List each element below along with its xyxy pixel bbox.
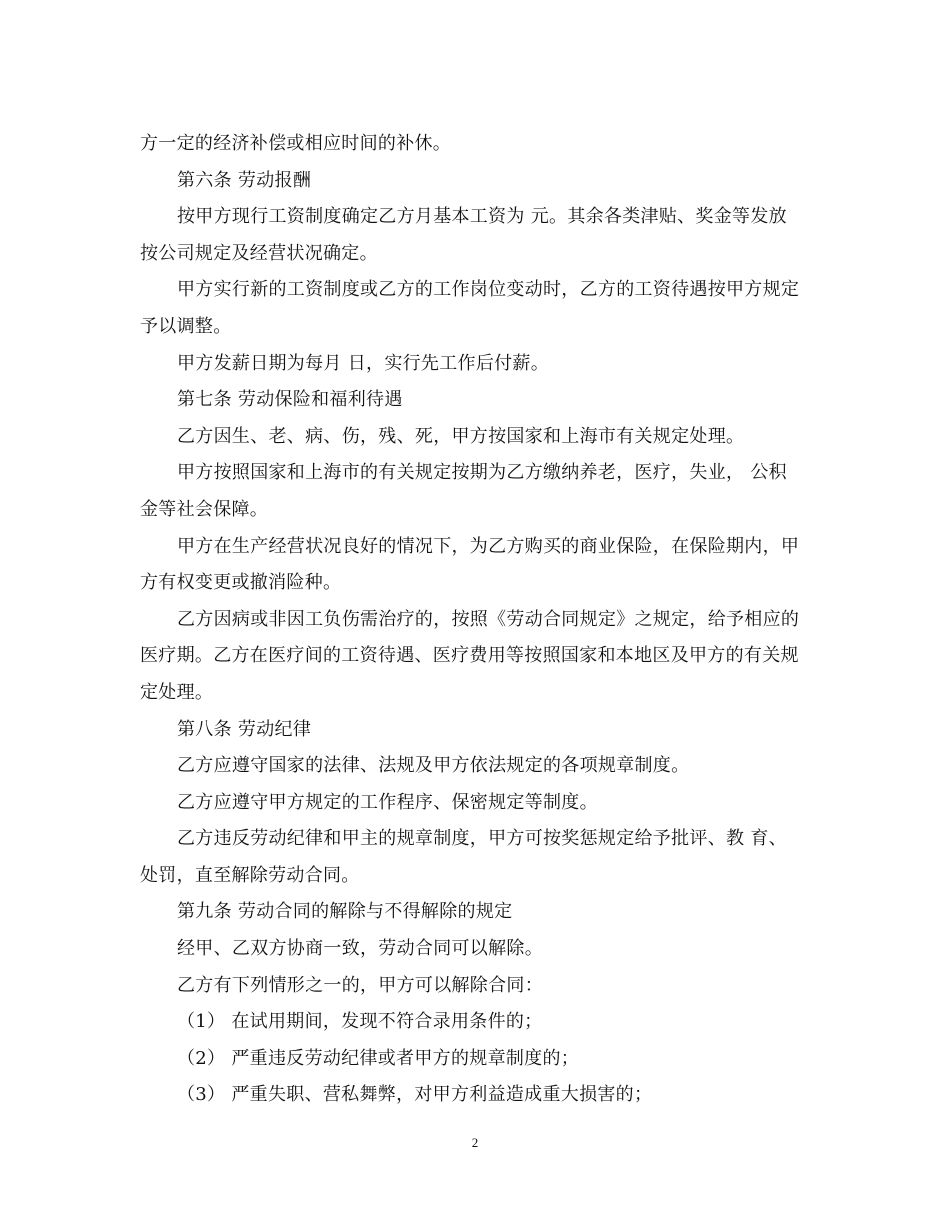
text-line: 处罚，直至解除劳动合同。 <box>140 864 360 886</box>
text-line: 第八条 劳动纪律 <box>177 718 312 740</box>
text-line: 经甲、乙双方协商一致，劳动合同可以解除。 <box>177 938 543 960</box>
text-line: 金等社会保障。 <box>140 498 269 520</box>
text-line: 第六条 劳动报酬 <box>177 169 312 191</box>
text-line: 乙方应遵守甲方规定的工作程序、保密规定等制度。 <box>177 791 598 813</box>
text-line: 医疗期。乙方在医疗间的工资待遇、医疗费用等按照国家和本地区及甲方的有关规 <box>140 645 799 667</box>
text-line: （1） 在试用期间，发现不符合录用条件的； <box>177 1011 543 1033</box>
text-line: 乙方违反劳动纪律和甲主的规章制度，甲方可按奖惩规定给予批评、教 育、 <box>177 828 787 850</box>
text-line: 甲方按照国家和上海市的有关规定按期为乙方缴纳养老，医疗，失业， 公积 <box>177 462 787 484</box>
text-line: 乙方有下列情形之一的，甲方可以解除合同： <box>177 974 543 996</box>
text-line: 甲方在生产经营状况良好的情况下，为乙方购买的商业保险，在保险期内，甲 <box>177 535 800 557</box>
text-line: 按公司规定及经营状况确定。 <box>140 242 378 264</box>
text-line: 方有权变更或撤消险种。 <box>140 572 342 594</box>
text-line: 第七条 劳动保险和福利待遇 <box>177 389 403 411</box>
text-line: 第九条 劳动合同的解除与不得解除的规定 <box>177 901 513 923</box>
text-line: 乙方因生、老、病、伤，残、死，甲方按国家和上海市有关规定处理。 <box>177 425 745 447</box>
text-line: 甲方发薪日期为每月 日，实行先工作后付薪。 <box>177 352 550 374</box>
text-line: （2） 严重违反劳动纪律或者甲方的规章制度的； <box>177 1047 580 1069</box>
text-line: （3） 严重失职、营私舞弊，对甲方利益造成重大损害的； <box>177 1084 653 1106</box>
text-line: 方一定的经济补偿或相应时间的补休。 <box>140 133 452 154</box>
text-line: 定处理。 <box>140 681 214 703</box>
text-line: 乙方因病或非因工负伤需治疗的，按照《劳动合同规定》之规定，给予相应的 <box>177 608 800 630</box>
text-line: 按甲方现行工资制度确定乙方月基本工资为 元。其余各类津贴、奖金等发放 <box>177 206 787 228</box>
text-line: 甲方实行新的工资制度或乙方的工作岗位变动时，乙方的工资待遇按甲方规定 <box>177 279 800 301</box>
text-line: 予以调整。 <box>140 315 232 337</box>
page-number: 2 <box>471 1135 479 1150</box>
text-line: 乙方应遵守国家的法律、法规及甲方依法规定的各项规章制度。 <box>177 755 690 777</box>
document-body <box>140 126 820 1114</box>
